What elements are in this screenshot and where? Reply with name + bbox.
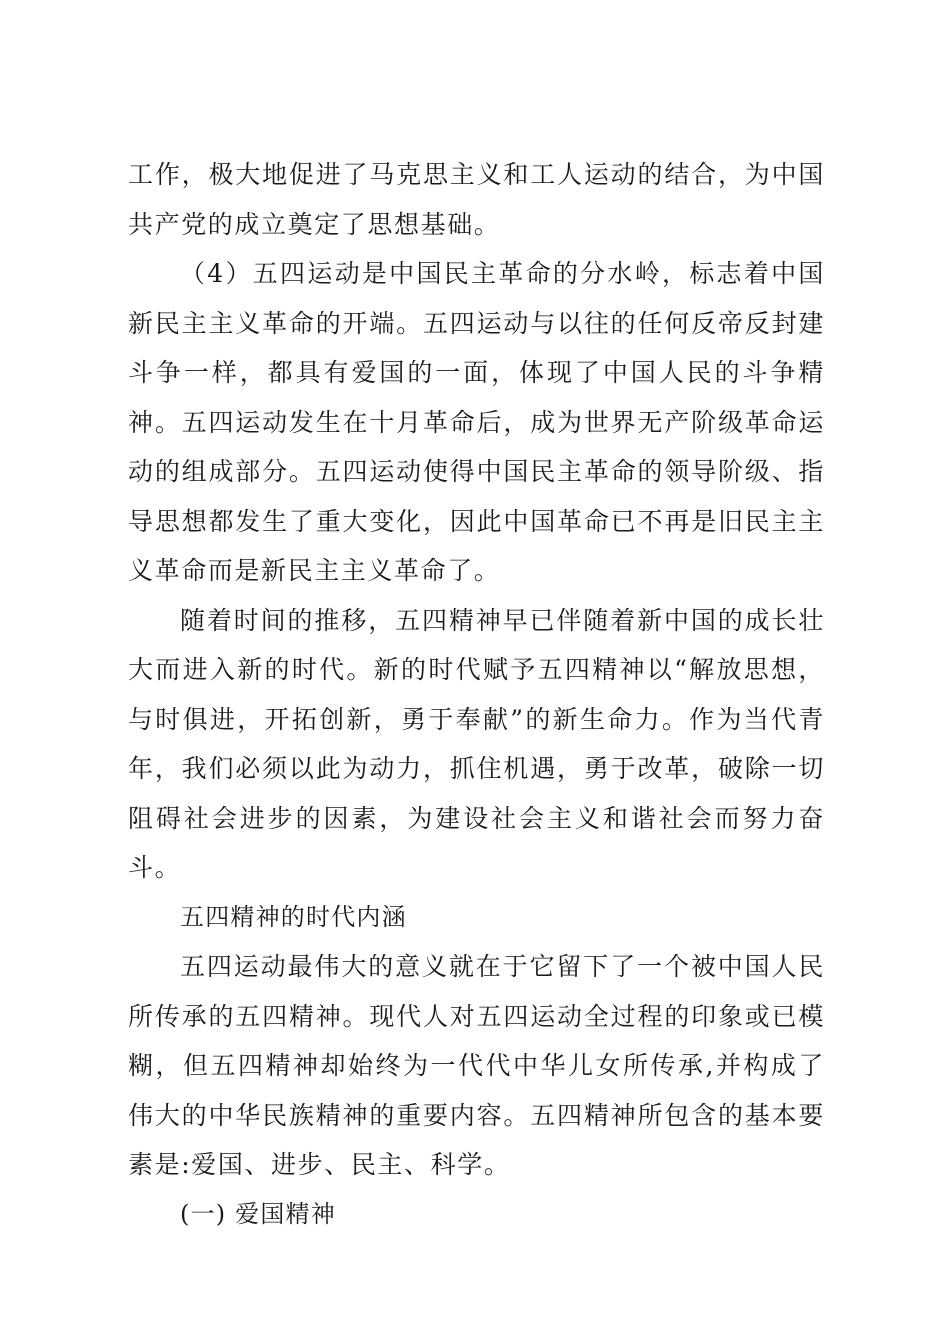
paragraph-continuation: 工作，极大地促进了马克思主义和工人运动的结合，为中国共产党的成立奠定了思想基础。: [128, 160, 825, 239]
paragraph-may-fourth-spirit: 五四运动最伟大的意义就在于它留下了一个被中国人民所传承的五四精神。现代人对五四运动全过程的印象或已模糊，但五四精神却始终为一代代中华儿女所传承,并构成了伟大的中华民族精神的重要内容。五四精神所包含的基本要素是:爱国、进步、民主、科学。: [128, 952, 825, 1179]
paragraph-may-fourth-watershed: （4）五四运动是中国民主革命的分水岭，标志着中国新民主主义革命的开端。五四运动与以往的任何反帝反封建斗争一样，都具有爱国的一面，体现了中国人民的斗争精神。五四运动发生在十月革命后，成为世界无产阶级革命运动的组成部分。五四运动使得中国民主革命的领导阶级、指导思想都发生了重大变化，因此中国革命已不再是旧民主主义革命而是新民主主义革命了。: [128, 259, 825, 585]
document-body: [128, 150, 825, 1239]
paragraph-new-era: 随着时间的推移，五四精神早已伴随着新中国的成长壮大而进入新的时代。新的时代赋予五四精神以“解放思想，与时俱进，开拓创新，勇于奉献”的新生命力。作为当代青年，我们必须以此为动力，抓住机遇，勇于改革，破除一切阻碍社会进步的因素，为建设社会主义和谐社会而努力奋斗。: [128, 605, 825, 882]
subsection-heading-patriotism: (一) 爱国精神: [180, 1199, 336, 1228]
section-heading: 五四精神的时代内涵: [180, 902, 407, 931]
